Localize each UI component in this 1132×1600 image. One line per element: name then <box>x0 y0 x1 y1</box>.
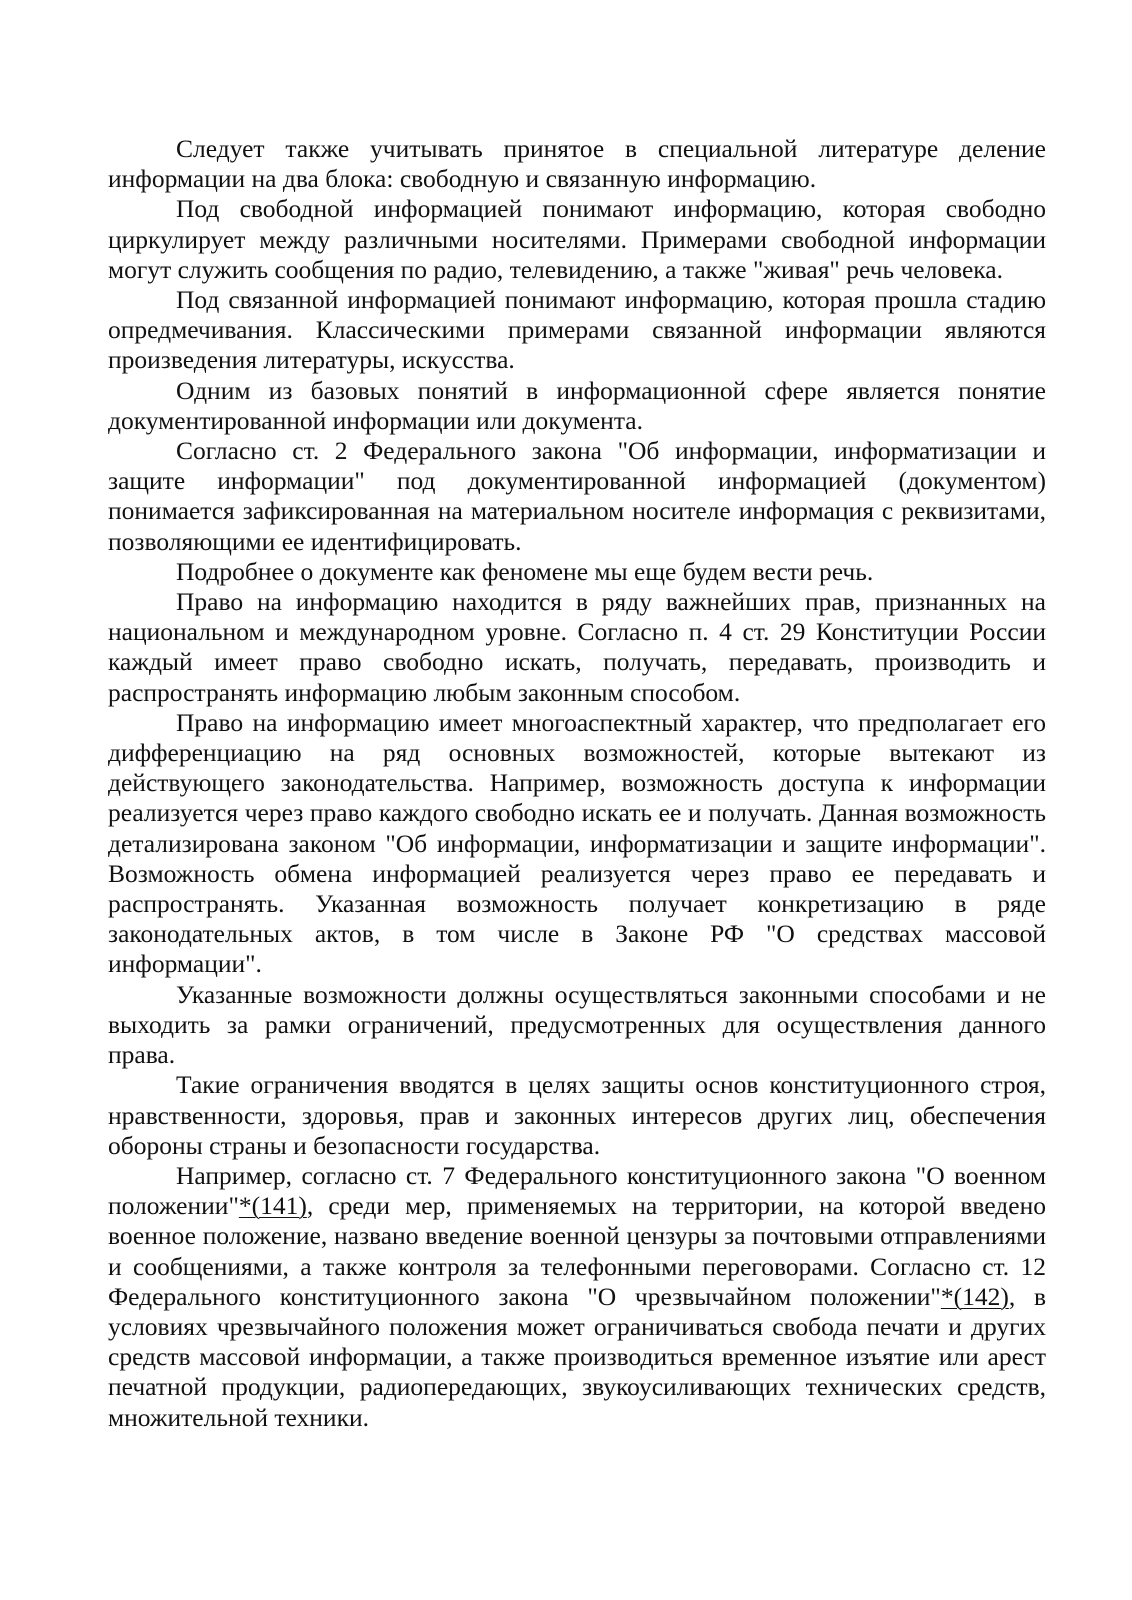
paragraph-3: Под связанной информацией понимают информацию, которая прошла стадию опредмечивания. Классическими примерами связанной информации являются произведения литературы, искусства. <box>108 285 1046 375</box>
paragraph-11-part-3: , в условиях чрезвычайного положения может ограничиваться свобода печати и других средств массовой информации, а также производиться временное изъятие или арест печатной продукции, радиопередающих, звукоусиливающих технических средств, множительной техники. <box>108 1281 1047 1432</box>
paragraph-9: Указанные возможности должны осуществляться законными способами и не выходить за рамки ограничений, предусмотренных для осуществления данного права. <box>108 979 1046 1070</box>
paragraph-7: Право на информацию находится в ряду важнейших прав, признанных на национальном и международном уровне. Согласно п. 4 ст. 29 Конституции России каждый имеет право свободно искать, получать, передавать, производить и распространять информацию любым законным способом. <box>108 587 1046 707</box>
paragraph-8: Право на информацию имеет многоаспектный характер, что предполагает его дифференциацию на ряд основных возможностей, которые вытекают из действующего законодательства. Например, возможность доступа к информации реализуется через право каждого свободно искать ее и получать. Данная возможность детализирована законом "Об информации, информатизации и защите информации". Возможность обмена информацией реализуется через право ее передавать и распространять. Указанная возможность получает конкретизацию в ряде законодательных актов, в том числе в Законе РФ "О средствах массовой информации". <box>108 707 1046 979</box>
footnote-link-142[interactable]: *(142) <box>940 1281 1009 1311</box>
paragraph-11-part-1: Например, согласно ст. 7 Федерального конституционного закона "О военном положении" <box>108 1160 1046 1221</box>
paragraph-11 <box>108 1161 1046 1433</box>
paragraph-1: Следует также учитывать принятое в специальной литературе деление информации на два блока: свободную и связанную информацию. <box>108 134 1046 194</box>
paragraph-4: Одним из базовых понятий в информационной сфере является понятие документированной информации или документа. <box>108 375 1046 435</box>
paragraph-6: Подробнее о документе как феномене мы еще будем вести речь. <box>176 556 874 586</box>
paragraph-5: Согласно ст. 2 Федерального закона "Об информации, информатизации и защите информации" под документированной информацией (документом) понимается зафиксированная на материальном носителе информация с реквизитами, позволяющими ее идентифицировать. <box>108 436 1046 556</box>
paragraph-10: Такие ограничения вводятся в целях защиты основ конституционного строя, нравственности, здоровья, прав и законных интересов других лиц, обеспечения обороны страны и безопасности государства. <box>108 1070 1046 1160</box>
footnote-link-141[interactable]: *(141) <box>238 1191 307 1221</box>
document-page <box>108 134 1046 1433</box>
paragraph-11-part-2: , среди мер, применяемых на территории, на которой введено военное положение, названо введение военной цензуры за почтовыми отправлениями и сообщениями, а также контроля за телефонными переговорами. Согласно ст. 12 Федерального конституционного закона "О чрезвычайном положении" <box>108 1191 1046 1311</box>
paragraph-2: Под свободной информацией понимают информацию, которая свободно циркулирует между различными носителями. Примерами свободной информации могут служить сообщения по радио, телевидению, а также "живая" речь человека. <box>108 194 1046 284</box>
